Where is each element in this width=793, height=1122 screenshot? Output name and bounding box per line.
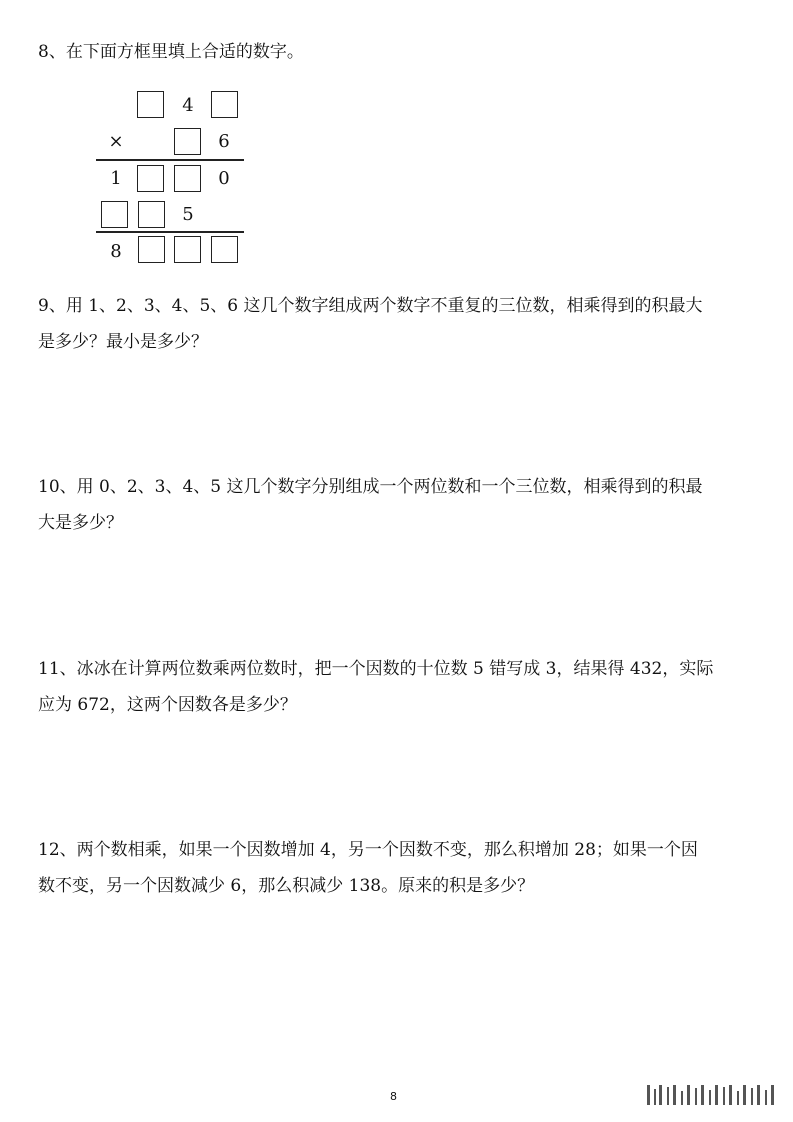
puzzle-digit: 6 — [218, 131, 230, 152]
answer-box[interactable] — [174, 165, 201, 192]
question-12-line-2: 数不变，另一个因数减少 6，那么积减少 138。原来的积是多少？ — [38, 876, 535, 896]
divider-line — [96, 231, 244, 233]
question-12 — [38, 832, 758, 904]
question-10 — [38, 469, 758, 541]
question-10-line-2: 大是多少？ — [38, 513, 123, 533]
answer-box[interactable] — [138, 236, 165, 263]
answer-box[interactable] — [211, 236, 238, 263]
puzzle-digit: 1 — [110, 168, 122, 189]
watermark-logo — [645, 1081, 780, 1109]
question-9 — [38, 288, 758, 360]
puzzle-digit: 5 — [182, 204, 194, 225]
question-9-line-2: 是多少？最小是多少？ — [38, 332, 208, 352]
question-8 — [38, 34, 758, 70]
puzzle-digit: 4 — [182, 95, 194, 116]
divider-line — [96, 159, 244, 161]
puzzle-digit: 0 — [218, 168, 230, 189]
answer-box[interactable] — [101, 201, 128, 228]
question-8-text: 8、在下面方框里填上合适的数字。 — [38, 42, 304, 62]
question-11 — [38, 651, 758, 723]
question-11-line-1: 11、冰冰在计算两位数乘两位数时，把一个因数的十位数 5 错写成 3，结果得 432，实际 — [38, 659, 714, 679]
question-11-line-2: 应为 672，这两个因数各是多少？ — [38, 695, 297, 715]
puzzle-digit: 8 — [110, 241, 122, 262]
answer-box[interactable] — [137, 91, 164, 118]
question-9-line-1: 9、用 1、2、3、4、5、6 这几个数字组成两个数字不重复的三位数，相乘得到的积最大 — [38, 296, 703, 316]
answer-box[interactable] — [174, 128, 201, 155]
answer-box[interactable] — [137, 165, 164, 192]
page-number: 8 — [390, 1090, 397, 1103]
answer-box[interactable] — [174, 236, 201, 263]
answer-box[interactable] — [211, 91, 238, 118]
question-10-line-1: 10、用 0、2、3、4、5 这几个数字分别组成一个两位数和一个三位数，相乘得到的积最 — [38, 477, 703, 497]
times-sign: × — [108, 131, 124, 152]
answer-box[interactable] — [138, 201, 165, 228]
question-12-line-1: 12、两个数相乘，如果一个因数增加 4，另一个因数不变，那么积增加 28；如果一个因 — [38, 840, 698, 860]
